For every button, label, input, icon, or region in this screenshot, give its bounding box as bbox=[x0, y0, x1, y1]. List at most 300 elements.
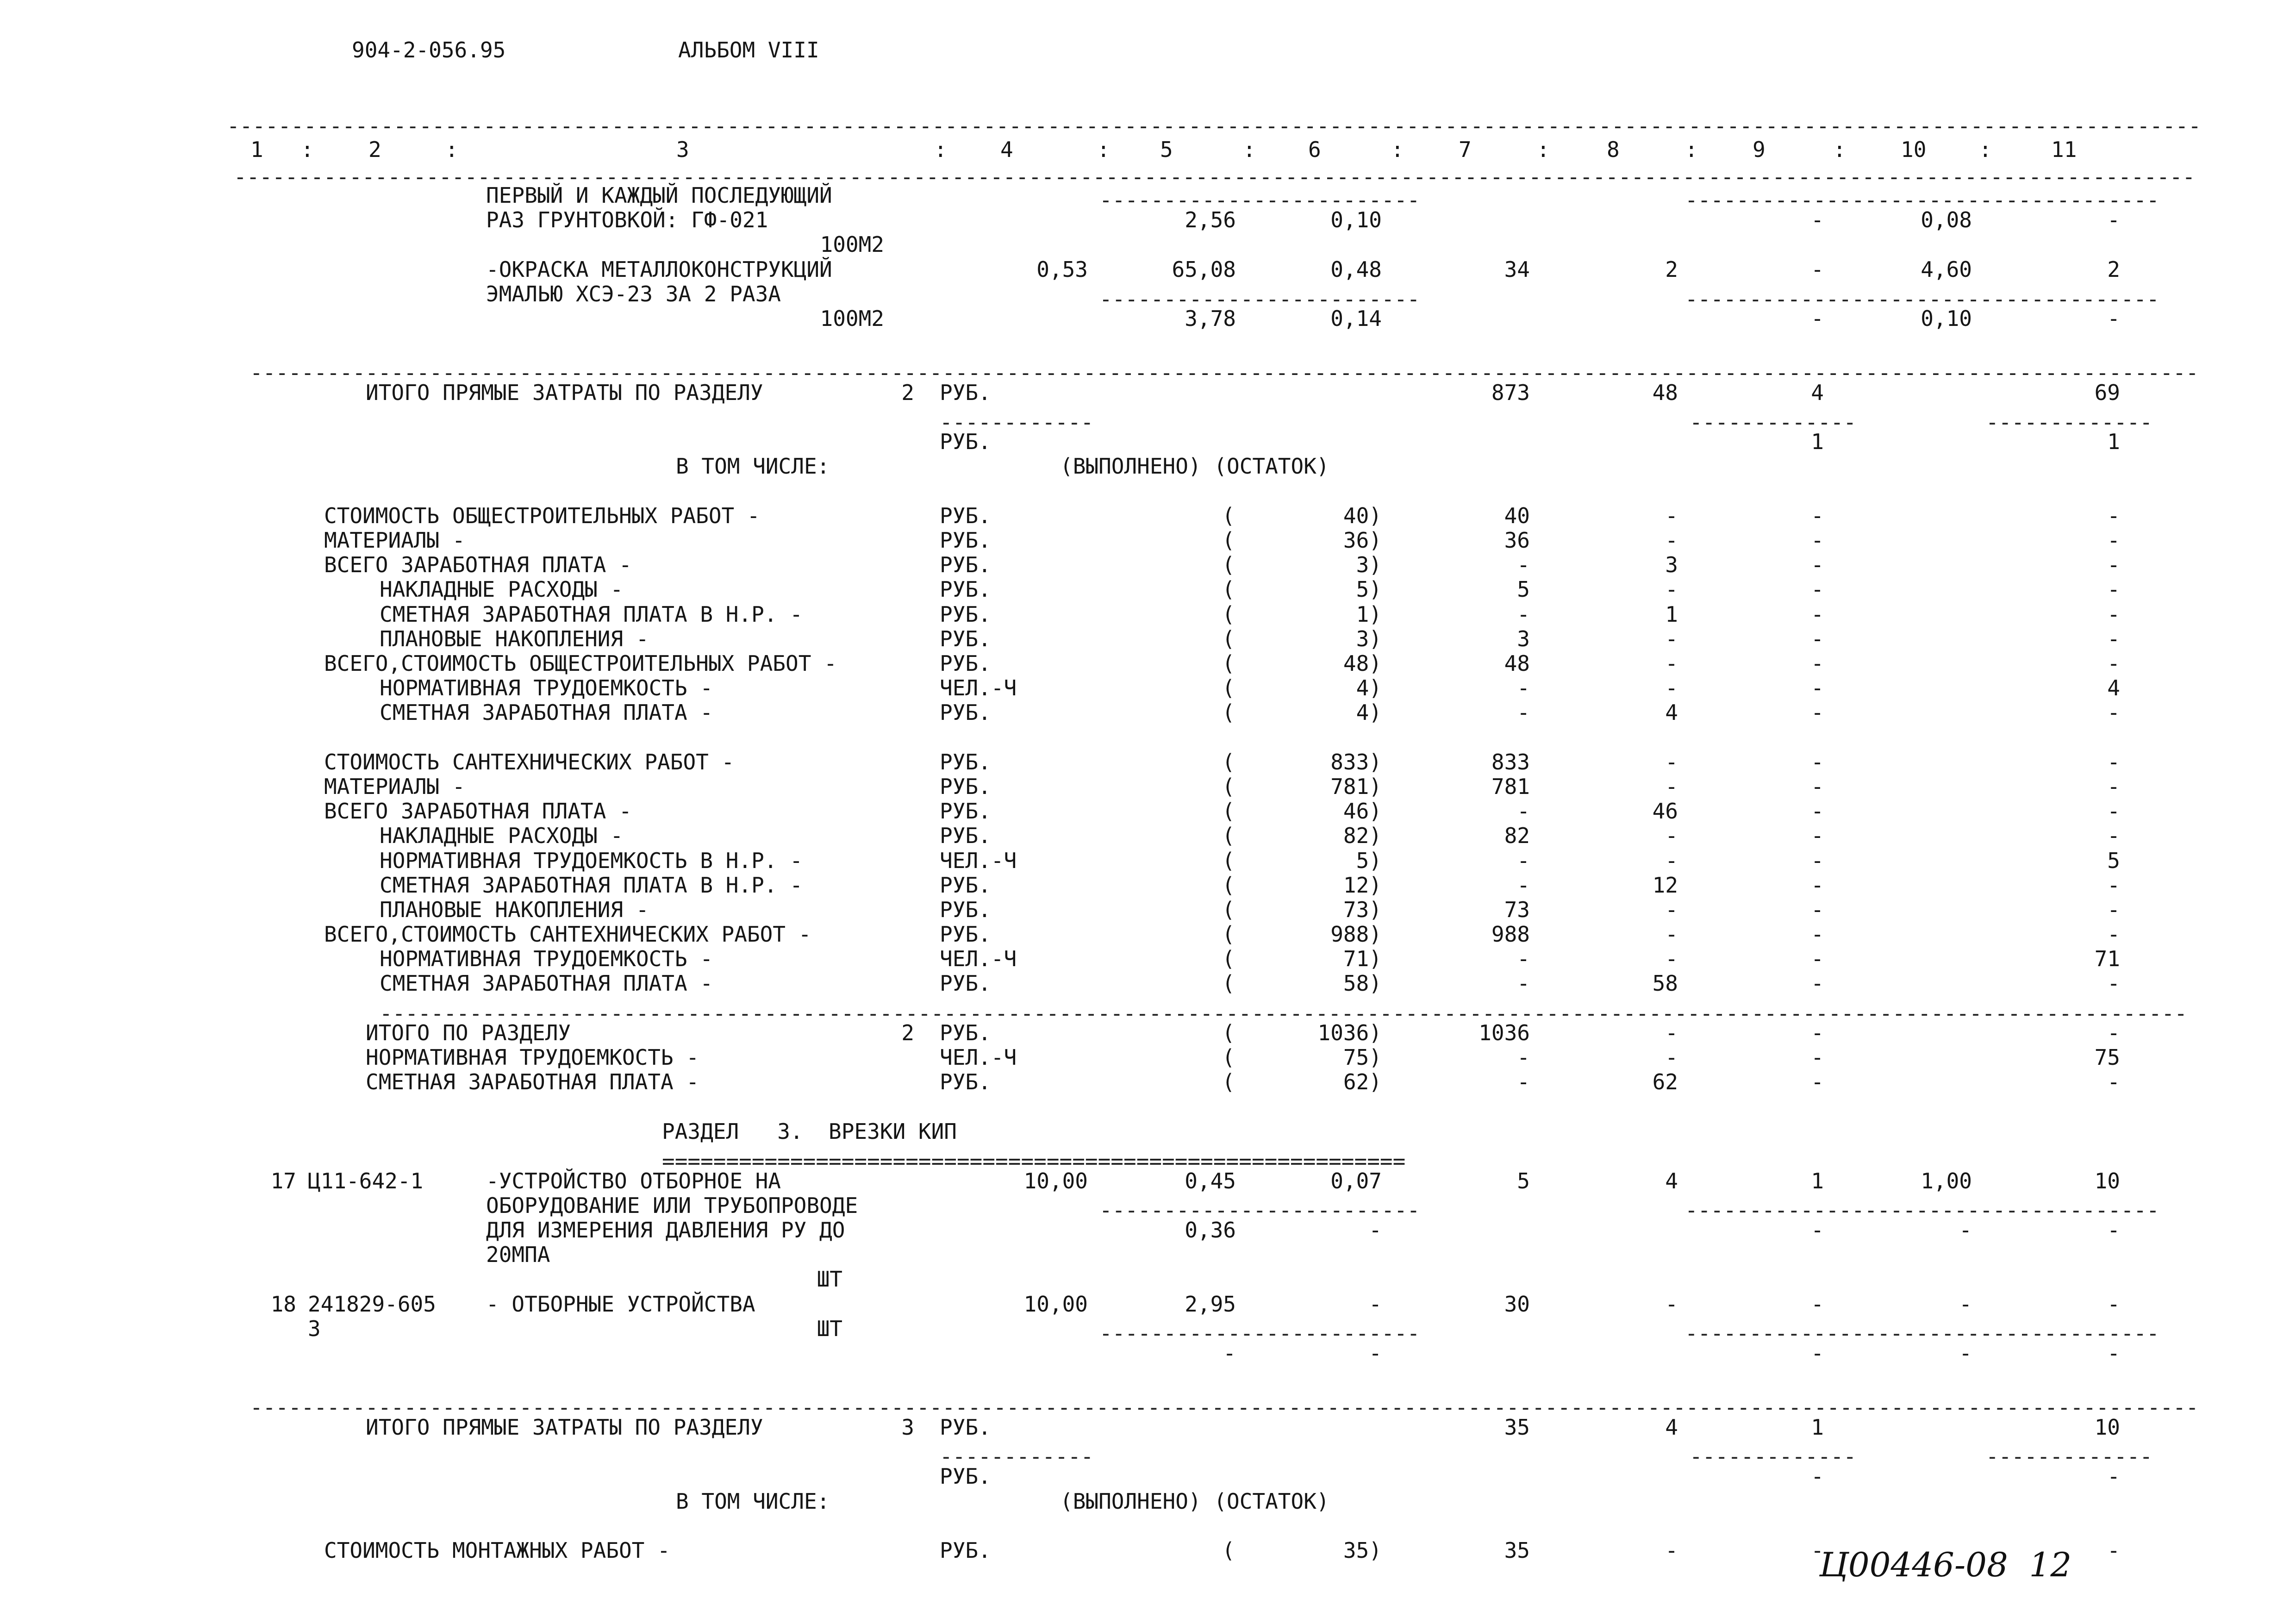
cell-p: ( bbox=[1222, 1069, 1235, 1094]
cell-c9: 4 bbox=[1811, 380, 1824, 405]
cell-c9: - bbox=[1811, 602, 1824, 627]
cell-c9: - bbox=[1811, 750, 1824, 775]
cell-c11: - bbox=[2107, 552, 2120, 577]
cell-u: РУБ. bbox=[940, 577, 991, 602]
cell-a: В ТОМ ЧИСЛЕ: bbox=[676, 454, 830, 479]
cell-c6: 4) bbox=[1356, 700, 1382, 725]
cell-c6: 781) bbox=[1330, 774, 1382, 799]
cell-p: ( bbox=[1222, 848, 1235, 873]
cell-c10: 1,00 bbox=[1921, 1168, 1972, 1193]
cell-u: РУБ. bbox=[940, 1464, 991, 1489]
cell-c6: 5) bbox=[1356, 848, 1382, 873]
cell-c8: 2 bbox=[1665, 257, 1678, 282]
cell-c6: 36) bbox=[1343, 528, 1382, 553]
cell-c7: 1036 bbox=[1479, 1020, 1530, 1045]
cell-c9: - bbox=[1811, 626, 1824, 651]
column-number: 3 bbox=[676, 137, 689, 162]
cell-c6: 0,10 bbox=[1330, 207, 1382, 232]
cell-c6: 40) bbox=[1343, 503, 1382, 528]
cell-c9: - bbox=[1811, 1218, 1824, 1243]
cell-c2: Ц11-642-1 bbox=[308, 1168, 424, 1193]
cell-c9: 1 bbox=[1811, 1168, 1824, 1193]
cell-c8: - bbox=[1665, 897, 1678, 922]
cell-c7: - bbox=[1517, 946, 1530, 971]
cell-c11: - bbox=[2107, 873, 2120, 898]
cell-c11: 71 bbox=[2094, 946, 2120, 971]
cell-c6: 3) bbox=[1356, 626, 1382, 651]
cell-c8: 62 bbox=[1652, 1069, 1678, 1094]
cell-c2: 241829-605 bbox=[308, 1292, 436, 1317]
cell-c6: 0,07 bbox=[1330, 1168, 1382, 1193]
dashed-rule: ------------------------------------- bbox=[1685, 187, 2159, 212]
cell-c7: 35 bbox=[1504, 1415, 1530, 1440]
column-separator: : bbox=[1685, 137, 1698, 162]
cell-c9: 1 bbox=[1811, 429, 1824, 454]
cell-c5: 0,36 bbox=[1185, 1218, 1236, 1243]
cell-c6: 988) bbox=[1330, 922, 1382, 947]
cell-u: (ВЫПОЛНЕНО) (ОСТАТОК) bbox=[1060, 454, 1329, 479]
cell-p: ( bbox=[1222, 602, 1235, 627]
cell-u: РУБ. bbox=[940, 626, 991, 651]
cell-b: ШТ bbox=[817, 1267, 842, 1292]
cell-p: ( bbox=[1222, 750, 1235, 775]
cell-p: ( bbox=[1222, 799, 1235, 824]
cell-c9: - bbox=[1811, 1464, 1824, 1489]
cell-c8: 1 bbox=[1665, 602, 1678, 627]
cell-c6: 48) bbox=[1343, 651, 1382, 676]
cell-b: ДЛЯ ИЗМЕРЕНИЯ ДАВЛЕНИЯ РУ ДО bbox=[486, 1218, 845, 1243]
cell-c8: 4 bbox=[1665, 700, 1678, 725]
cell-a: ПЛАНОВЫЕ НАКОПЛЕНИЯ - bbox=[380, 626, 649, 651]
handwritten-note: Ц00446-08 12 bbox=[1819, 1545, 2072, 1584]
cell-a: СМЕТНАЯ ЗАРАБОТНАЯ ПЛАТА - bbox=[366, 1069, 699, 1094]
cell-c9: - bbox=[1811, 774, 1824, 799]
cell-c5: 2,95 bbox=[1185, 1292, 1236, 1317]
column-separator: : bbox=[1979, 137, 1992, 162]
cell-c7: 3 bbox=[1517, 626, 1530, 651]
column-separator: : bbox=[1537, 137, 1550, 162]
cell-u: РУБ. bbox=[940, 774, 991, 799]
cell-c6: 1036) bbox=[1317, 1020, 1382, 1045]
cell-c7: 73 bbox=[1504, 897, 1530, 922]
cell-a: НОРМАТИВНАЯ ТРУДОЕМКОСТЬ В Н.Р. - bbox=[380, 848, 803, 873]
cell-c6: 75) bbox=[1343, 1045, 1382, 1070]
cell-u: РУБ. bbox=[940, 1538, 991, 1563]
cell-a: МАТЕРИАЛЫ - bbox=[324, 528, 465, 553]
cell-c6: - bbox=[1369, 1341, 1382, 1366]
cell-c11: - bbox=[2107, 1218, 2120, 1243]
cell-a: ВСЕГО,СТОИМОСТЬ ОБЩЕСТРОИТЕЛЬНЫХ РАБОТ - bbox=[324, 651, 837, 676]
cell-c11: - bbox=[2107, 823, 2120, 848]
cell-c7: 833 bbox=[1491, 750, 1530, 775]
cell-c8: - bbox=[1665, 922, 1678, 947]
column-separator: : bbox=[1833, 137, 1846, 162]
cell-c8: - bbox=[1665, 946, 1678, 971]
cell-c6: - bbox=[1369, 1292, 1382, 1317]
cell-c11: - bbox=[2107, 774, 2120, 799]
cell-p: ( bbox=[1222, 503, 1235, 528]
cell-c8: 4 bbox=[1665, 1415, 1678, 1440]
column-separator: : bbox=[934, 137, 947, 162]
cell-a: ИТОГО ПРЯМЫЕ ЗАТРАТЫ ПО РАЗДЕЛУ bbox=[366, 380, 763, 405]
cell-u: РУБ. bbox=[940, 971, 991, 996]
cell-c11: - bbox=[2107, 1538, 2120, 1563]
cell-c7: 82 bbox=[1504, 823, 1530, 848]
cell-c10: - bbox=[1959, 1341, 1972, 1366]
dashed-rule: ------------- bbox=[1986, 1444, 2153, 1469]
cell-a: ВСЕГО ЗАРАБОТНАЯ ПЛАТА - bbox=[324, 799, 632, 824]
cell-c10: 4,60 bbox=[1921, 257, 1972, 282]
cell-c9: - bbox=[1811, 1292, 1824, 1317]
cell-u: РУБ. bbox=[940, 922, 991, 947]
cell-c7: - bbox=[1517, 700, 1530, 725]
cell-p: ( bbox=[1222, 552, 1235, 577]
cell-c9: - bbox=[1811, 799, 1824, 824]
cell-b: 100М2 bbox=[820, 232, 884, 257]
cell-c7: 5 bbox=[1517, 1168, 1530, 1193]
cell-c8: - bbox=[1665, 1020, 1678, 1045]
cell-c9: - bbox=[1811, 848, 1824, 873]
cell-c11: 10 bbox=[2094, 1168, 2120, 1193]
cell-u: РУБ. bbox=[940, 823, 991, 848]
cell-c9: - bbox=[1811, 700, 1824, 725]
cell-p: ( bbox=[1222, 774, 1235, 799]
cell-p: ( bbox=[1222, 1020, 1235, 1045]
cell-c11: - bbox=[2107, 971, 2120, 996]
cell-c4: 0,53 bbox=[1036, 257, 1088, 282]
cell-c7: 35 bbox=[1504, 1538, 1530, 1563]
cell-c6: 62) bbox=[1343, 1069, 1382, 1094]
cell-c6: 82) bbox=[1343, 823, 1382, 848]
cell-b: РАЗ ГРУНТОВКОЙ: ГФ-021 bbox=[486, 207, 768, 232]
cell-n: 2 bbox=[901, 380, 914, 405]
cell-p: ( bbox=[1222, 1538, 1235, 1563]
cell-c7: - bbox=[1517, 602, 1530, 627]
cell-c7: - bbox=[1517, 873, 1530, 898]
cell-c8: 58 bbox=[1652, 971, 1678, 996]
cell-u: РУБ. bbox=[940, 1415, 991, 1440]
column-number: 4 bbox=[1000, 137, 1013, 162]
cell-c9: - bbox=[1811, 946, 1824, 971]
column-separator: : bbox=[1243, 137, 1256, 162]
cell-p: ( bbox=[1222, 577, 1235, 602]
dashed-rule: -------------------------------------------------------------------------------------------------------------------------------------------------------- bbox=[250, 1395, 2199, 1420]
cell-c9: - bbox=[1811, 207, 1824, 232]
cell-p: ( bbox=[1222, 651, 1235, 676]
cell-b: -УСТРОЙСТВО ОТБОРНОЕ НА bbox=[486, 1168, 781, 1193]
cell-c8: - bbox=[1665, 651, 1678, 676]
cell-c7: 988 bbox=[1491, 922, 1530, 947]
cell-c9: - bbox=[1811, 577, 1824, 602]
cell-u: РУБ. bbox=[940, 1020, 991, 1045]
cell-c8: - bbox=[1665, 750, 1678, 775]
column-number: 6 bbox=[1308, 137, 1321, 162]
cell-c6: 46) bbox=[1343, 799, 1382, 824]
cell-u: РУБ. bbox=[940, 873, 991, 898]
column-separator: : bbox=[1097, 137, 1110, 162]
cell-c11: 10 bbox=[2094, 1415, 2120, 1440]
cell-c11: - bbox=[2107, 1020, 2120, 1045]
cell-c10: - bbox=[1959, 1218, 1972, 1243]
cell-c8: 4 bbox=[1665, 1168, 1678, 1193]
column-number: 5 bbox=[1160, 137, 1173, 162]
cell-c11: - bbox=[2107, 207, 2120, 232]
cell-c6: 73) bbox=[1343, 897, 1382, 922]
cell-a: ПЛАНОВЫЕ НАКОПЛЕНИЯ - bbox=[380, 897, 649, 922]
dashed-rule: ------------- bbox=[1690, 410, 1857, 435]
cell-c11: - bbox=[2107, 750, 2120, 775]
dashed-rule: ------------------------------------- bbox=[1685, 1198, 2159, 1223]
cell-u: РУБ. bbox=[940, 503, 991, 528]
cell-c9: - bbox=[1811, 1069, 1824, 1094]
cell-c8: - bbox=[1665, 823, 1678, 848]
cell-p: ( bbox=[1222, 873, 1235, 898]
cell-u: ЧЕЛ.-Ч bbox=[940, 946, 1017, 971]
cell-a: НАКЛАДНЫЕ РАСХОДЫ - bbox=[380, 823, 624, 848]
column-number: 11 bbox=[2051, 137, 2077, 162]
column-number: 1 bbox=[250, 137, 263, 162]
cell-c5: 0,45 bbox=[1185, 1168, 1236, 1193]
cell-c6: 4) bbox=[1356, 675, 1382, 700]
cell-c4: 10,00 bbox=[1023, 1168, 1088, 1193]
cell-c6: 0,14 bbox=[1330, 306, 1382, 331]
cell-c9: - bbox=[1811, 823, 1824, 848]
cell-c9: - bbox=[1811, 922, 1824, 947]
cell-a: В ТОМ ЧИСЛЕ: bbox=[676, 1489, 830, 1514]
cell-c6: 1) bbox=[1356, 602, 1382, 627]
cell-c8: - bbox=[1665, 1292, 1678, 1317]
cell-c1: 18 bbox=[270, 1292, 296, 1317]
cell-c5: 65,08 bbox=[1172, 257, 1236, 282]
cell-c11: 1 bbox=[2107, 429, 2120, 454]
cell-c7: - bbox=[1517, 799, 1530, 824]
cell-b: ЭМАЛЬЮ ХСЭ-23 ЗА 2 РАЗА bbox=[486, 281, 781, 306]
dashed-rule: ------------------------- bbox=[1099, 287, 1420, 312]
cell-a: СМЕТНАЯ ЗАРАБОТНАЯ ПЛАТА - bbox=[380, 700, 713, 725]
cell-c11: 5 bbox=[2107, 848, 2120, 873]
cell-a: МАТЕРИАЛЫ - bbox=[324, 774, 465, 799]
cell-a: СМЕТНАЯ ЗАРАБОТНАЯ ПЛАТА В Н.Р. - bbox=[380, 602, 803, 627]
cell-c8: 12 bbox=[1652, 873, 1678, 898]
dashed-rule: -------------------------------------------------------------------------------------------------------------------------------------------------------- bbox=[250, 360, 2199, 385]
cell-c6: 3) bbox=[1356, 552, 1382, 577]
column-separator: : bbox=[301, 137, 314, 162]
cell-c6: 35) bbox=[1343, 1538, 1382, 1563]
cell-c8: - bbox=[1665, 675, 1678, 700]
cell-c8: 46 bbox=[1652, 799, 1678, 824]
cell-c6: 833) bbox=[1330, 750, 1382, 775]
cell-b: - ОТБОРНЫЕ УСТРОЙСТВА bbox=[486, 1292, 755, 1317]
cell-c8: - bbox=[1665, 577, 1678, 602]
cell-p: ( bbox=[1222, 946, 1235, 971]
cell-c8: 48 bbox=[1652, 380, 1678, 405]
cell-c7: - bbox=[1517, 1069, 1530, 1094]
cell-c11: - bbox=[2107, 306, 2120, 331]
cell-u: РУБ. bbox=[940, 799, 991, 824]
cell-u: ЧЕЛ.-Ч bbox=[940, 675, 1017, 700]
dashed-rule: --------------------------------------------------------------------------------------------------------------------------------------------------------- bbox=[234, 164, 2196, 189]
cell-b: ШТ bbox=[817, 1316, 842, 1341]
double-rule: ========================================================== bbox=[662, 1149, 1406, 1174]
cell-c11: - bbox=[2107, 577, 2120, 602]
cell-a: НОРМАТИВНАЯ ТРУДОЕМКОСТЬ - bbox=[366, 1045, 699, 1070]
cell-c8: - bbox=[1665, 528, 1678, 553]
cell-u: РУБ. bbox=[940, 1069, 991, 1094]
column-number: 10 bbox=[1901, 137, 1927, 162]
cell-c1: 17 bbox=[270, 1168, 296, 1193]
cell-c9: - bbox=[1811, 1045, 1824, 1070]
cell-a: СТОИМОСТЬ ОБЩЕСТРОИТЕЛЬНЫХ РАБОТ - bbox=[324, 503, 760, 528]
cell-c8: - bbox=[1665, 503, 1678, 528]
dashed-rule: ------------------------- bbox=[1099, 187, 1420, 212]
cell-c8: - bbox=[1665, 1045, 1678, 1070]
cell-c9: - bbox=[1811, 897, 1824, 922]
cell-c8: - bbox=[1665, 626, 1678, 651]
document-code: 904-2-056.95 bbox=[352, 37, 506, 62]
cell-c7: - bbox=[1517, 1045, 1530, 1070]
column-number: 8 bbox=[1607, 137, 1620, 162]
cell-c11: - bbox=[2107, 1292, 2120, 1317]
cell-c7: - bbox=[1517, 848, 1530, 873]
cell-c7: - bbox=[1517, 971, 1530, 996]
cell-c6: 0,48 bbox=[1330, 257, 1382, 282]
cell-a: НАКЛАДНЫЕ РАСХОДЫ - bbox=[380, 577, 624, 602]
dashed-rule: ------------------------- bbox=[1099, 1198, 1420, 1223]
cell-a: ИТОГО ПО РАЗДЕЛУ bbox=[366, 1020, 571, 1045]
cell-c10: - bbox=[1959, 1292, 1972, 1317]
cell-a: СТОИМОСТЬ САНТЕХНИЧЕСКИХ РАБОТ - bbox=[324, 750, 735, 775]
cell-u: РУБ. bbox=[940, 602, 991, 627]
cell-c11: - bbox=[2107, 799, 2120, 824]
cell-c7: 781 bbox=[1491, 774, 1530, 799]
column-separator: : bbox=[445, 137, 458, 162]
cell-c7: - bbox=[1517, 552, 1530, 577]
cell-u: РУБ. bbox=[940, 700, 991, 725]
dashed-rule: ------------- bbox=[1986, 410, 2153, 435]
cell-c9: - bbox=[1811, 552, 1824, 577]
cell-c7: 873 bbox=[1491, 380, 1530, 405]
cell-c11: 4 bbox=[2107, 675, 2120, 700]
cell-c11: - bbox=[2107, 1341, 2120, 1366]
cell-n: 2 bbox=[901, 1020, 914, 1045]
cell-c6: 58) bbox=[1343, 971, 1382, 996]
cell-c5: 3,78 bbox=[1185, 306, 1236, 331]
cell-u: ЧЕЛ.-Ч bbox=[940, 848, 1017, 873]
cell-c11: - bbox=[2107, 503, 2120, 528]
cell-c9: - bbox=[1811, 503, 1824, 528]
cell-c6: 5) bbox=[1356, 577, 1382, 602]
cell-c11: - bbox=[2107, 700, 2120, 725]
cell-a: СМЕТНАЯ ЗАРАБОТНАЯ ПЛАТА - bbox=[380, 971, 713, 996]
cell-c9: 1 bbox=[1811, 1415, 1824, 1440]
cell-c8: - bbox=[1665, 848, 1678, 873]
cell-c11: - bbox=[2107, 651, 2120, 676]
cell-c8: 3 bbox=[1665, 552, 1678, 577]
cell-c11: 69 bbox=[2094, 380, 2120, 405]
cell-p: ( bbox=[1222, 971, 1235, 996]
cell-u: РУБ. bbox=[940, 897, 991, 922]
cell-c9: - bbox=[1811, 675, 1824, 700]
cell-c11: - bbox=[2107, 897, 2120, 922]
cell-b: ПЕРВЫЙ И КАЖДЫЙ ПОСЛЕДУЮЩИЙ bbox=[486, 183, 832, 208]
dashed-rule: ------------------------------------- bbox=[1685, 1321, 2159, 1346]
cell-p: ( bbox=[1222, 897, 1235, 922]
cell-p: ( bbox=[1222, 626, 1235, 651]
cell-c6: 12) bbox=[1343, 873, 1382, 898]
cell-p: ( bbox=[1222, 922, 1235, 947]
cell-c8: - bbox=[1665, 1538, 1678, 1563]
column-number: 2 bbox=[368, 137, 381, 162]
cell-c10: 0,08 bbox=[1921, 207, 1972, 232]
cell-c7: 40 bbox=[1504, 503, 1530, 528]
cell-u: РУБ. bbox=[940, 651, 991, 676]
cell-c4: 10,00 bbox=[1023, 1292, 1088, 1317]
dashed-rule: ------------- bbox=[1690, 1444, 1857, 1469]
dashed-rule: ------------ bbox=[940, 410, 1094, 435]
cell-c6: - bbox=[1369, 1218, 1382, 1243]
cell-c6: 71) bbox=[1343, 946, 1382, 971]
cell-b: 20МПА bbox=[486, 1242, 550, 1267]
cell-c5: 2,56 bbox=[1185, 207, 1236, 232]
cell-c7: 5 bbox=[1517, 577, 1530, 602]
dashed-rule: ---------------------------------------------------------------------------------------------------------------------------------------------------------- bbox=[227, 113, 2201, 138]
cell-u: ЧЕЛ.-Ч bbox=[940, 1045, 1017, 1070]
column-number: 7 bbox=[1459, 137, 1472, 162]
cell-c9: - bbox=[1811, 1020, 1824, 1045]
cell-u: РУБ. bbox=[940, 552, 991, 577]
cell-a: СТОИМОСТЬ МОНТАЖНЫХ РАБОТ - bbox=[324, 1538, 670, 1563]
cell-p: ( bbox=[1222, 700, 1235, 725]
cell-a: ВСЕГО ЗАРАБОТНАЯ ПЛАТА - bbox=[324, 552, 632, 577]
cell-b: ОБОРУДОВАНИЕ ИЛИ ТРУБОПРОВОДЕ bbox=[486, 1193, 858, 1218]
cell-p: ( bbox=[1222, 1045, 1235, 1070]
cell-c9: - bbox=[1811, 971, 1824, 996]
cell-c10: 0,10 bbox=[1921, 306, 1972, 331]
cell-c9: - bbox=[1811, 1538, 1824, 1563]
cell-c11: - bbox=[2107, 1069, 2120, 1094]
cell-c5: - bbox=[1223, 1341, 1236, 1366]
cell-c7: 36 bbox=[1504, 528, 1530, 553]
cell-c11: 75 bbox=[2094, 1045, 2120, 1070]
cell-c9: - bbox=[1811, 651, 1824, 676]
dashed-rule: ------------------------------------- bbox=[1685, 287, 2159, 312]
cell-a: НОРМАТИВНАЯ ТРУДОЕМКОСТЬ - bbox=[380, 946, 713, 971]
column-separator: : bbox=[1391, 137, 1404, 162]
cell-c9: - bbox=[1811, 257, 1824, 282]
cell-c9: - bbox=[1811, 873, 1824, 898]
cell-p: ( bbox=[1222, 528, 1235, 553]
cell-c11: - bbox=[2107, 1464, 2120, 1489]
cell-c11: - bbox=[2107, 602, 2120, 627]
cell-b: -ОКРАСКА МЕТАЛЛОКОНСТРУКЦИЙ bbox=[486, 257, 832, 282]
dashed-rule: ------------------------- bbox=[1099, 1321, 1420, 1346]
album-title: АЛЬБОМ VIII bbox=[678, 37, 819, 62]
cell-a: НОРМАТИВНАЯ ТРУДОЕМКОСТЬ - bbox=[380, 675, 713, 700]
cell-a: РАЗДЕЛ 3. ВРЕЗКИ КИП bbox=[662, 1119, 957, 1144]
cell-a: ИТОГО ПРЯМЫЕ ЗАТРАТЫ ПО РАЗДЕЛУ bbox=[366, 1415, 763, 1440]
cell-c7: - bbox=[1517, 675, 1530, 700]
cell-c11: - bbox=[2107, 626, 2120, 651]
cell-c7: 30 bbox=[1504, 1292, 1530, 1317]
cell-u: РУБ. bbox=[940, 429, 991, 454]
column-number: 9 bbox=[1753, 137, 1766, 162]
cell-a: ВСЕГО,СТОИМОСТЬ САНТЕХНИЧЕСКИХ РАБОТ - bbox=[324, 922, 811, 947]
cell-c9: - bbox=[1811, 528, 1824, 553]
cell-c11: 2 bbox=[2107, 257, 2120, 282]
cell-n: 3 bbox=[901, 1415, 914, 1440]
cell-c7: 48 bbox=[1504, 651, 1530, 676]
dashed-rule: --------------------------------------------------------------------------------------------------------------------------------------------- bbox=[380, 1001, 2187, 1026]
